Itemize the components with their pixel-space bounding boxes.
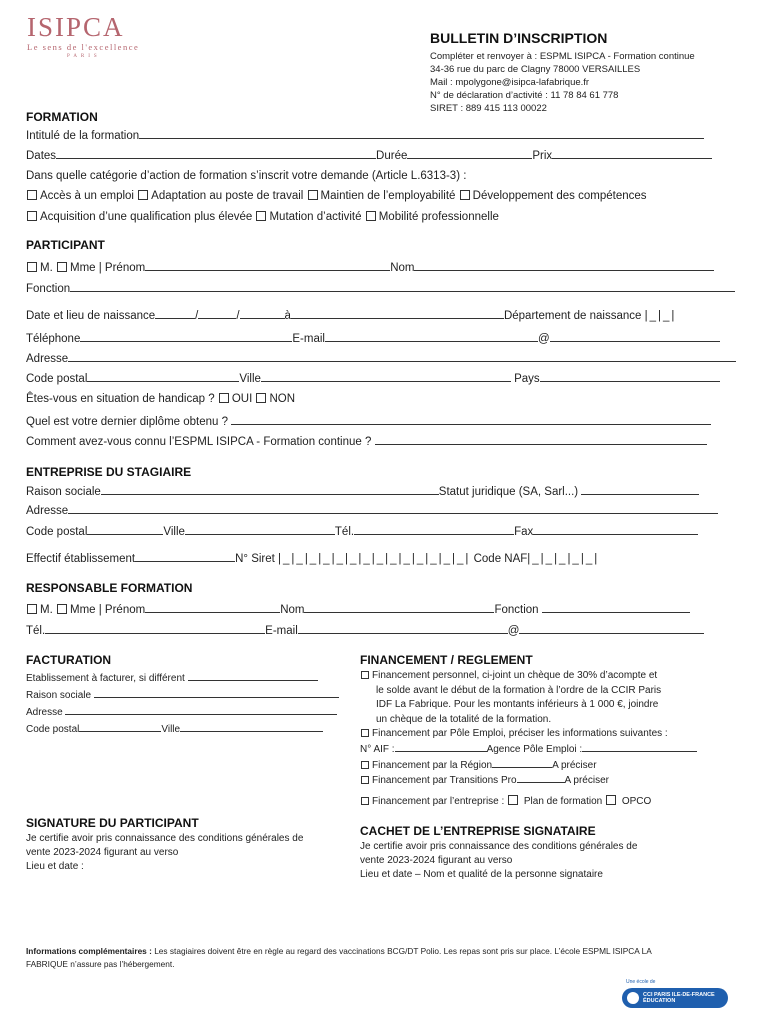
cachet-line: Lieu et date – Nom et qualité de la personne signataire — [360, 869, 603, 880]
formation-question: Dans quelle catégorie d’action de formation s’inscrit votre demande (Article L.6313-3) : — [26, 170, 467, 182]
etablissement-field[interactable] — [188, 671, 318, 681]
raison-label: Raison sociale — [26, 486, 101, 498]
ville-field[interactable] — [180, 722, 323, 732]
region-field[interactable] — [492, 758, 552, 768]
signature-line: Lieu et date : — [26, 861, 84, 872]
a-label: à — [284, 310, 291, 322]
checkbox[interactable] — [27, 211, 37, 221]
cachet-line: vente 2023-2024 figurant au verso — [360, 855, 513, 866]
participant-name-row — [26, 259, 714, 274]
formation-heading: FORMATION — [26, 110, 98, 124]
ville-field[interactable] — [261, 370, 511, 382]
option-label: Développement des compétences — [472, 190, 647, 202]
code-postal-field[interactable] — [87, 370, 239, 382]
signature-block — [26, 832, 303, 874]
slash: / — [195, 310, 199, 322]
code-postal-field[interactable] — [87, 523, 163, 535]
siret-boxes[interactable]: |_|_|_|_|_|_|_|_|_|_|_|_|_|_| — [278, 553, 471, 565]
header-line: N° de déclaration d’activité : 11 78 84 61 778 — [430, 90, 619, 101]
adresse-field[interactable] — [68, 350, 736, 362]
tel-field[interactable] — [45, 622, 265, 634]
telephone-label: Téléphone — [26, 333, 81, 345]
header-info — [430, 50, 695, 115]
participant-heading: PARTICIPANT — [26, 238, 105, 252]
code-postal-field[interactable] — [79, 722, 161, 732]
checkbox[interactable] — [361, 729, 369, 737]
region-label: Financement par la Région — [372, 759, 493, 771]
intitule-field[interactable] — [139, 127, 704, 139]
entreprise-siret-row — [26, 550, 599, 565]
header-line: Compléter et renvoyer à : ESPML ISIPCA - Formation continue — [430, 51, 695, 62]
effectif-label: Effectif établissement — [26, 553, 136, 565]
participant-ville-row — [26, 370, 720, 385]
dates-label: Dates — [26, 150, 57, 162]
tel-label: Tél. — [26, 625, 46, 637]
responsable-name-row — [26, 601, 690, 616]
cachet-block — [360, 840, 637, 882]
header-line: SIRET : 889 415 113 00022 — [430, 103, 547, 114]
header-line: 34-36 rue du parc de Clagny 78000 VERSAILLES — [430, 64, 641, 75]
ville-label: Ville — [239, 373, 261, 385]
checkbox[interactable] — [606, 795, 616, 805]
adresse-field[interactable] — [65, 705, 337, 715]
footer-text-2: FABRIQUE n’assure pas l’hébergement. — [26, 959, 175, 969]
fax-field[interactable] — [533, 523, 698, 535]
nom-field[interactable] — [304, 601, 494, 613]
option-label: Maintien de l’employabilité — [320, 190, 456, 202]
nom-field[interactable] — [414, 259, 714, 271]
birth-day-field[interactable] — [155, 307, 195, 319]
option-label: Acquisition d’une qualification plus élevée — [40, 211, 253, 223]
adresse-label: Adresse — [26, 353, 69, 365]
financement-heading: FINANCEMENT / REGLEMENT — [360, 653, 533, 667]
adresse-label: Adresse — [26, 505, 69, 517]
fonction-label: Fonction — [494, 604, 539, 616]
code-postal-label: Code postal — [26, 724, 80, 735]
connu-row — [26, 433, 707, 448]
telephone-field[interactable] — [80, 330, 292, 342]
statut-label: Statut juridique (SA, Sarl...) — [438, 486, 579, 498]
participant-adresse-row — [26, 350, 736, 365]
duree-label: Durée — [376, 150, 408, 162]
fonction-field[interactable] — [70, 280, 735, 292]
birth-place-field[interactable] — [291, 307, 504, 319]
connu-field[interactable] — [375, 433, 707, 445]
diplome-field[interactable] — [231, 413, 711, 425]
checkbox[interactable] — [256, 211, 266, 221]
checkbox[interactable] — [361, 671, 369, 679]
effectif-field[interactable] — [135, 550, 235, 562]
financement-block — [360, 669, 697, 809]
option-label: Mutation d’activité — [269, 211, 362, 223]
at-sign: @ — [507, 625, 520, 637]
at-sign: @ — [537, 333, 550, 345]
code-postal-label: Code postal — [26, 373, 88, 385]
raison-field[interactable] — [101, 483, 439, 495]
mme-prenom-label: Mme | Prénom — [69, 604, 146, 616]
cci-badge-text: CCI PARIS ILE-DE-FRANCE ÉDUCATION — [643, 992, 715, 1004]
departement-boxes[interactable]: |_|_| — [644, 310, 677, 322]
cachet-line: Je certifie avoir pris connaissance des conditions générales de — [360, 841, 638, 852]
fax-label: Fax — [514, 526, 534, 538]
transitions-field[interactable] — [517, 773, 565, 783]
checkbox[interactable] — [256, 393, 266, 403]
email-user-field[interactable] — [325, 330, 538, 342]
diplome-row — [26, 413, 711, 428]
siret-label: N° Siret — [235, 553, 275, 565]
checkbox[interactable] — [361, 776, 369, 784]
footer-info — [26, 945, 746, 971]
ville-label: Ville — [161, 724, 181, 735]
mme-prenom-label: Mme | Prénom — [69, 262, 146, 274]
tel-label: Tél. — [334, 526, 355, 538]
page-title: BULLETIN D’INSCRIPTION — [430, 30, 608, 46]
option-label: Mobilité professionnelle — [378, 211, 499, 223]
dates-field[interactable] — [56, 147, 376, 159]
checkbox[interactable] — [361, 797, 369, 805]
entreprise-financement-label: Financement par l’entreprise : — [372, 795, 505, 807]
entreprise-heading: ENTREPRISE DU STAGIAIRE — [26, 465, 192, 479]
checkbox[interactable] — [460, 190, 470, 200]
participant-fonction-row — [26, 280, 735, 295]
responsable-contact-row — [26, 622, 704, 637]
option-label: Accès à un emploi — [40, 190, 134, 202]
adresse-label: Adresse — [26, 707, 63, 718]
plan-label: Plan de formation — [523, 795, 603, 807]
handicap-label: Êtes-vous en situation de handicap ? — [26, 393, 215, 405]
formation-options-row-1 — [26, 190, 647, 202]
agence-label: Agence Pôle Emploi : — [486, 743, 583, 755]
agence-field[interactable] — [582, 742, 697, 752]
slash: / — [236, 310, 240, 322]
diplome-label: Quel est votre dernier diplôme obtenu ? — [26, 416, 229, 428]
facturation-heading: FACTURATION — [26, 653, 112, 667]
participant-naissance-row — [26, 307, 676, 322]
entreprise-raison-row — [26, 483, 699, 498]
pays-field[interactable] — [540, 370, 720, 382]
fonction-label: Fonction — [26, 283, 71, 295]
email-domain-field[interactable] — [550, 330, 720, 342]
financement-personnel-line: un chèque de la totalité de la formation. — [376, 713, 552, 725]
opco-label: OPCO — [621, 795, 652, 807]
signature-line: vente 2023-2024 figurant au verso — [26, 847, 179, 858]
formation-intitule-row — [26, 127, 704, 142]
checkbox[interactable] — [308, 190, 318, 200]
header-line: Mail : mpolygone@isipca-lafabrique.fr — [430, 77, 590, 88]
option-label: Adaptation au poste de travail — [151, 190, 304, 202]
formation-dates-row — [26, 147, 712, 162]
naissance-label: Date et lieu de naissance — [26, 310, 156, 322]
nom-label: Nom — [280, 604, 305, 616]
logo-tagline: Le sens de l'excellence — [27, 42, 140, 52]
prix-label: Prix — [532, 150, 553, 162]
entreprise-adresse-row — [26, 502, 718, 517]
financement-personnel-line: Financement personnel, ci-joint un chèque de 30% d’acompte et — [372, 670, 658, 681]
checkbox[interactable] — [27, 604, 37, 614]
pays-label: Pays — [514, 373, 540, 385]
participant-contact-row — [26, 330, 720, 345]
entreprise-ville-row — [26, 523, 698, 538]
logo-sub: PARIS — [67, 54, 101, 59]
duree-field[interactable] — [407, 147, 532, 159]
preciser-label: A préciser — [564, 775, 609, 787]
code-postal-label: Code postal — [26, 526, 88, 538]
logo-name: ISIPCA — [27, 12, 125, 42]
transitions-label: Financement par Transitions Pro — [372, 775, 517, 787]
formation-options-row-2 — [26, 211, 499, 223]
nom-label: Nom — [390, 262, 415, 274]
prenom-field[interactable] — [145, 601, 280, 613]
email-domain-field[interactable] — [519, 622, 704, 634]
raison-label: Raison sociale — [26, 690, 92, 701]
checkbox[interactable] — [57, 262, 67, 272]
financement-personnel-line: IDF La Fabrique. Pour les montants inférieurs à 1 000 €, joindre — [376, 699, 659, 711]
cci-badge-caption: Une école de — [626, 979, 656, 985]
prix-field[interactable] — [552, 147, 712, 159]
adresse-field[interactable] — [68, 502, 718, 514]
birth-year-field[interactable] — [240, 307, 285, 319]
cci-badge — [622, 988, 728, 1008]
cachet-heading: CACHET DE L’ENTREPRISE SIGNATAIRE — [360, 824, 596, 838]
handicap-row — [26, 393, 295, 405]
checkbox[interactable] — [27, 262, 37, 272]
connu-label: Comment avez-vous connu l’ESPML ISIPCA - Formation continue ? — [26, 436, 372, 448]
prenom-field[interactable] — [145, 259, 390, 271]
footer-label: Informations complémentaires : — [26, 946, 152, 956]
checkbox[interactable] — [508, 795, 518, 805]
pole-emploi-label: Financement par Pôle Emploi, préciser les informations suivantes : — [372, 728, 668, 740]
tel-field[interactable] — [354, 523, 514, 535]
responsable-heading: RESPONSABLE FORMATION — [26, 581, 193, 595]
raison-field[interactable] — [94, 688, 339, 698]
checkbox[interactable] — [27, 190, 37, 200]
birth-month-field[interactable] — [198, 307, 236, 319]
email-user-field[interactable] — [298, 622, 508, 634]
checkbox[interactable] — [366, 211, 376, 221]
cci-logo-icon — [627, 992, 639, 1004]
departement-label: Département de naissance — [503, 310, 642, 322]
isipca-logo — [27, 12, 177, 74]
naf-label: Code NAF — [473, 553, 528, 565]
statut-field[interactable] — [581, 483, 699, 495]
aif-label: N° AIF : — [360, 743, 395, 755]
m-label: M. — [40, 604, 53, 616]
oui-label: OUI — [231, 393, 253, 405]
checkbox[interactable] — [219, 393, 229, 403]
checkbox[interactable] — [361, 761, 369, 769]
footer-text: Les stagiaires doivent être en règle au regard des vaccinations BCG/DT Polio. Les repas sont pris sur place. L’école ESPML ISIPCA LA — [154, 946, 652, 956]
etablissement-label: Etablissement à facturer, si différent — [26, 673, 185, 684]
ville-label: Ville — [163, 526, 185, 538]
fonction-field[interactable] — [542, 601, 690, 613]
financement-personnel-line: le solde avant le début de la formation à l’ordre de la CCIR Paris — [376, 684, 662, 696]
checkbox[interactable] — [57, 604, 67, 614]
email-label: E-mail — [265, 625, 298, 637]
facturation-block — [26, 670, 339, 738]
intitule-label: Intitulé de la formation — [26, 130, 140, 142]
ville-field[interactable] — [185, 523, 335, 535]
preciser-label: A préciser — [552, 759, 597, 771]
signature-line: Je certifie avoir pris connaissance des conditions générales de — [26, 833, 304, 844]
naf-boxes[interactable]: |_|_|_|_|_| — [527, 553, 600, 565]
email-label: E-mail — [292, 333, 325, 345]
checkbox[interactable] — [138, 190, 148, 200]
signature-heading: SIGNATURE DU PARTICIPANT — [26, 816, 199, 830]
aif-field[interactable] — [395, 742, 487, 752]
non-label: NON — [269, 393, 296, 405]
m-label: M. — [40, 262, 53, 274]
